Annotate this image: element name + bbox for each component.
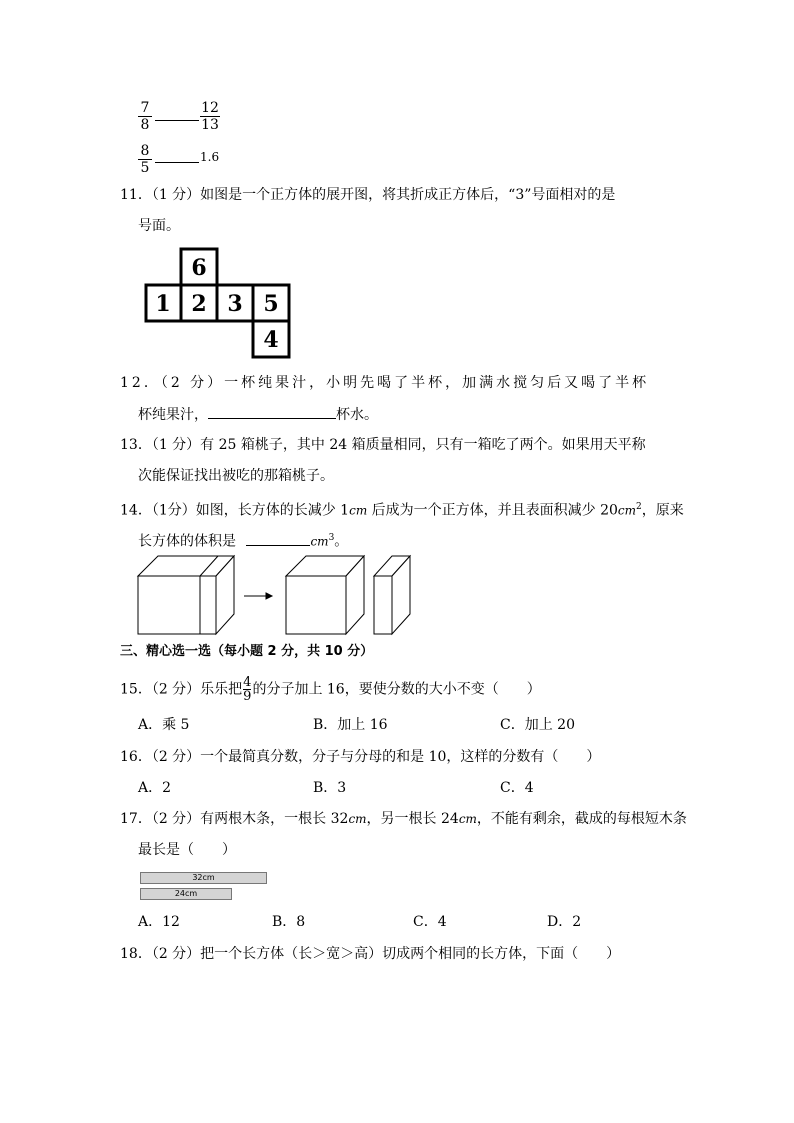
denominator: 9 — [243, 689, 252, 704]
answer-blank[interactable] — [155, 120, 199, 121]
cuboid-to-cube-figure — [136, 554, 416, 636]
net-label-5: 5 — [263, 291, 279, 317]
q16-question: 16．（2 分）一个最简真分数，分子与分母的和是 10，这样的分数有（ ） — [120, 749, 601, 765]
q14-line2 — [138, 528, 348, 552]
compare-2-left-fraction — [138, 143, 152, 176]
q17-line2: 最长是（ ） — [138, 842, 236, 858]
q12-line1: 12．（2 分）一杯纯果汁，小明先喝了半杯，加满水搅匀后又喝了半杯 — [120, 375, 650, 391]
net-label-6: 6 — [191, 255, 207, 281]
q14-line1 — [120, 497, 684, 521]
q17-text-c: ，不能有剩余，截成的每根短木条 — [476, 811, 687, 827]
net-label-3: 3 — [227, 291, 243, 317]
numerator: 7 — [138, 100, 152, 117]
section-3-heading: 三、精心选一选（每小题 2 分，共 10 分） — [120, 644, 374, 659]
numerator: 4 — [243, 675, 252, 690]
q15-text-b: 的分子加上 16，要使分数的大小不变（ ） — [252, 681, 541, 698]
q13-line1: 13．（1 分）有 25 箱桃子，其中 24 箱质量相同，只有一箱吃了两个。如果用天平称 — [120, 437, 646, 453]
q16-option-b[interactable]: B．3 — [313, 780, 347, 796]
denominator: 13 — [201, 117, 219, 133]
answer-blank[interactable] — [208, 404, 336, 419]
cuboid-front — [138, 576, 216, 634]
q14-text-a: 14．（1分）如图，长方体的长减少 1 — [120, 502, 350, 519]
q13-line2: 次能保证找出被吃的那箱桃子。 — [138, 468, 334, 484]
denominator: 5 — [140, 160, 150, 176]
q17-text-a: 17．（2 分）有两根木条，一根长 32 — [120, 811, 349, 827]
unit: cm — [310, 534, 329, 549]
q17-option-d[interactable]: D．2 — [547, 914, 582, 930]
q17-option-a[interactable]: A．12 — [138, 914, 180, 930]
q11-line2: 号面。 — [138, 218, 180, 234]
q11-line1: 11．（1 分）如图是一个正方体的展开图，将其折成正方体后，“3”号面相对的是 — [120, 187, 616, 203]
unit: cm — [348, 812, 367, 826]
q14-text-e: 长方体的体积是 — [138, 533, 236, 550]
q17-text-b: ，另一根长 24 — [366, 811, 459, 827]
q12-text-a: 杯纯果汁， — [138, 407, 208, 423]
net-label-2: 2 — [191, 291, 207, 317]
compare-1-left-fraction — [138, 100, 152, 133]
exponent: 3 — [328, 533, 335, 543]
net-label-1: 1 — [155, 291, 171, 317]
q15-fraction — [243, 676, 251, 703]
q17-option-c[interactable]: C．4 — [413, 914, 447, 930]
unit: cm — [617, 503, 637, 518]
q14-text-d: ，原来 — [641, 502, 684, 519]
q16-option-a[interactable]: A．2 — [138, 780, 172, 796]
q17-option-b[interactable]: B．8 — [272, 914, 306, 930]
numerator: 8 — [138, 143, 152, 160]
unit: cm — [458, 812, 477, 826]
wood-strip-24cm: 24cm — [140, 888, 232, 900]
compare-2-right-value: 1.6 — [200, 150, 220, 164]
q17-line1 — [120, 809, 687, 829]
q15-question — [120, 676, 541, 703]
compare-1-right-fraction — [200, 100, 220, 133]
q14-text-f: 。 — [334, 533, 349, 550]
cube-net-figure — [138, 246, 296, 360]
q18-question: 18．（2 分）把一个长方体（长＞宽＞高）切成两个相同的长方体，下面（ ） — [120, 946, 621, 962]
unit: cm — [349, 503, 368, 518]
answer-blank[interactable] — [246, 531, 310, 546]
q14-text-b: 后成为一个正方体，并且表面积减少 20 — [367, 502, 618, 519]
answer-blank[interactable] — [155, 162, 199, 163]
net-label-4: 4 — [263, 327, 279, 353]
exponent: 2 — [636, 502, 642, 512]
numerator: 12 — [201, 100, 219, 116]
denominator: 8 — [140, 117, 150, 133]
q15-text-a: 15．（2 分）乐乐把 — [120, 681, 243, 698]
slab-front — [374, 576, 392, 634]
q16-option-c[interactable]: C．4 — [500, 780, 534, 796]
cube-front — [286, 576, 346, 634]
q12-line2 — [138, 404, 378, 425]
q12-text-b: 杯水。 — [336, 407, 378, 423]
q15-option-c[interactable]: C．加上 20 — [500, 717, 575, 733]
wood-strip-32cm: 32cm — [140, 872, 267, 884]
q15-option-a[interactable]: A．乘 5 — [138, 717, 190, 733]
q15-option-b[interactable]: B．加上 16 — [313, 717, 388, 733]
